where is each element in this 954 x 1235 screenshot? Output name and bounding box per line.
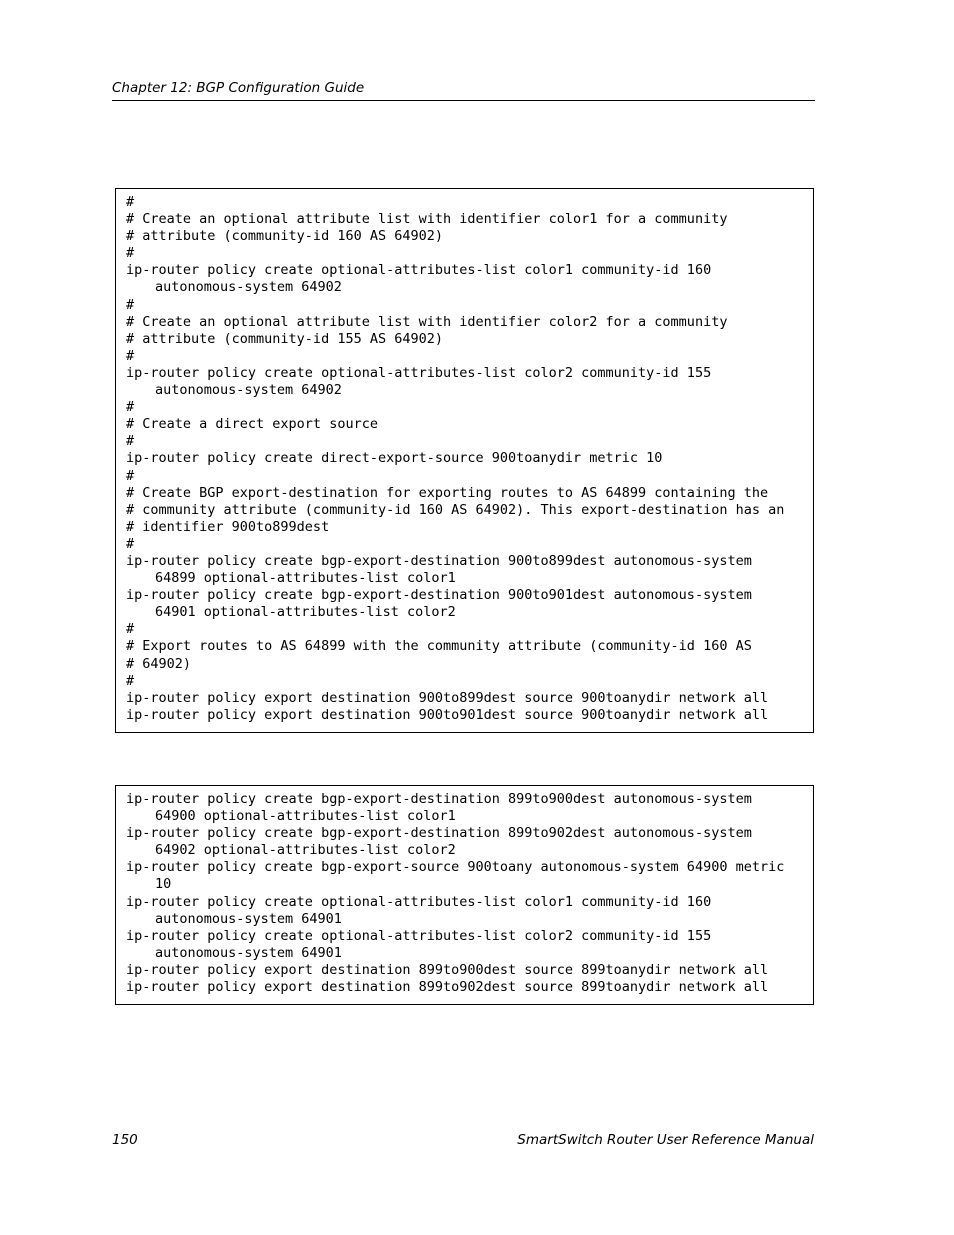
code-line: # identifier 900to899dest xyxy=(126,518,330,535)
code-line: ip-router policy create bgp-export-source 900toany autonomous-system 64900 metric xyxy=(126,859,785,876)
code-line: autonomous-system 64901 xyxy=(155,910,342,927)
code-line: # 64902) xyxy=(126,655,192,672)
code-line: # xyxy=(126,296,135,313)
code-line: 64899 optional-attributes-list color1 xyxy=(155,570,456,587)
code-line: ip-router policy export destination 899to900dest source 899toanydir network all xyxy=(126,961,769,978)
code-line: # attribute (community-id 155 AS 64902) xyxy=(126,330,443,347)
code-line: # Create an optional attribute list with identifier color1 for a community xyxy=(126,211,728,228)
code-line: # xyxy=(126,467,135,484)
code-line: ip-router policy create bgp-export-destination 900to899dest autonomous-system xyxy=(126,552,752,569)
code-line: # xyxy=(126,347,135,364)
code-line: # xyxy=(126,399,135,416)
code-line: 10 xyxy=(155,876,172,893)
code-line: # Create BGP export-destination for exporting routes to AS 64899 containing the xyxy=(126,484,769,501)
code-line: autonomous-system 64902 xyxy=(155,382,342,399)
code-line: ip-router policy create optional-attributes-list color2 community-id 155 xyxy=(126,364,712,381)
code-line: 64902 optional-attributes-list color2 xyxy=(155,842,456,859)
code-line: ip-router policy export destination 900to901dest source 900toanydir network all xyxy=(126,706,769,723)
page-header xyxy=(112,79,815,101)
manual-title: SmartSwitch Router User Reference Manual xyxy=(517,1132,814,1148)
code-line: ip-router policy export destination 900to899dest source 900toanydir network all xyxy=(126,689,769,706)
code-line: ip-router policy create direct-export-source 900toanydir metric 10 xyxy=(126,450,663,467)
code-line: # xyxy=(126,535,135,552)
code-line: # community attribute (community-id 160 AS 64902). This export-destination has an xyxy=(126,501,785,518)
code-line: ip-router policy create bgp-export-destination 899to902dest autonomous-system xyxy=(126,825,752,842)
code-line: autonomous-system 64901 xyxy=(155,944,342,961)
code-line: # xyxy=(126,194,135,210)
code-line: autonomous-system 64902 xyxy=(155,279,342,296)
code-block-1 xyxy=(115,188,814,733)
code-line: 64901 optional-attributes-list color2 xyxy=(155,604,456,621)
running-title: Chapter 12: BGP Configuration Guide xyxy=(112,80,365,96)
code-line: ip-router policy create bgp-export-destination 900to901dest autonomous-system xyxy=(126,587,752,604)
code-line: # attribute (community-id 160 AS 64902) xyxy=(126,228,443,245)
code-line: ip-router policy create bgp-export-destination 899to900dest autonomous-system xyxy=(126,791,752,807)
code-block-2 xyxy=(115,785,814,1005)
code-line: # Create an optional attribute list with identifier color2 for a community xyxy=(126,313,728,330)
code-line: ip-router policy create optional-attributes-list color1 community-id 160 xyxy=(126,262,712,279)
code-line: # xyxy=(126,672,135,689)
code-line: # xyxy=(126,433,135,450)
code-line: ip-router policy create optional-attributes-list color1 community-id 160 xyxy=(126,893,712,910)
code-line: # xyxy=(126,245,135,262)
code-line: # Export routes to AS 64899 with the community attribute (community-id 160 AS xyxy=(126,638,752,655)
code-line: # xyxy=(126,621,135,638)
code-line: # Create a direct export source xyxy=(126,416,378,433)
code-line: 64900 optional-attributes-list color1 xyxy=(155,808,456,825)
page-number: 150 xyxy=(112,1132,138,1148)
code-line: ip-router policy create optional-attributes-list color2 community-id 155 xyxy=(126,927,712,944)
code-line: ip-router policy export destination 899to902dest source 899toanydir network all xyxy=(126,979,769,996)
